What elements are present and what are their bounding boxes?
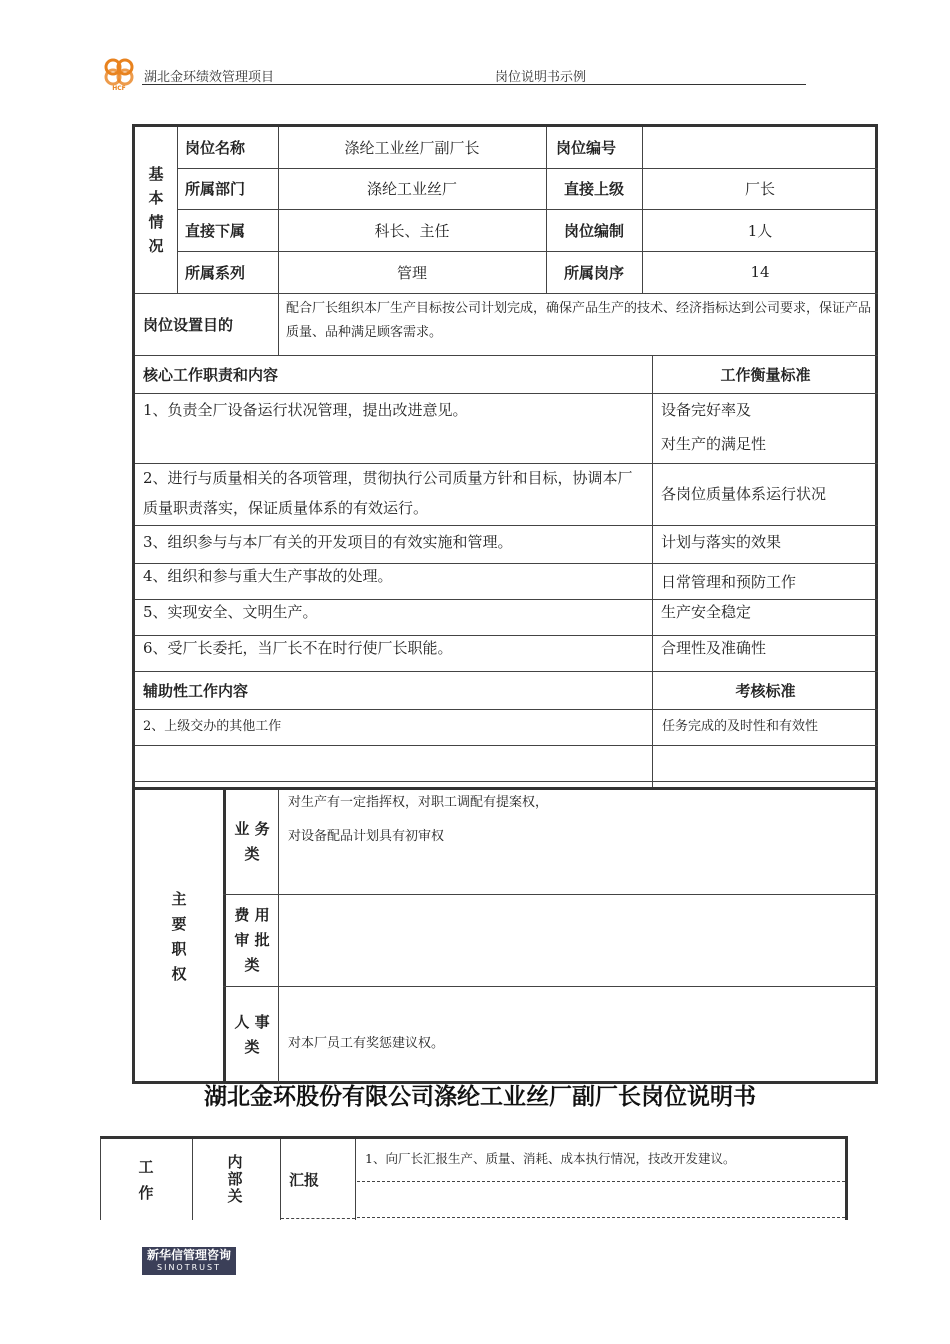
document-title: 湖北金环股份有限公司涤纶工业丝厂副厂长岗位说明书: [204, 1084, 756, 1110]
hcf-logo: [100, 55, 138, 91]
label-headcount: 岗位编制: [563, 221, 624, 240]
value-direct-subordinates: 科长、主任: [374, 221, 450, 240]
basic-section-label: 基 本 情 况: [148, 165, 164, 255]
header-rule: [142, 84, 806, 85]
sinotrust-logo: [142, 1247, 236, 1275]
divider: [177, 127, 178, 293]
powers-expense-label: 费 用 审 批 类: [234, 905, 270, 974]
sinotrust-logo-en: SINOTRUST: [157, 1263, 221, 1272]
value-rank: 14: [750, 263, 770, 281]
relations-col-report: 汇报: [289, 1171, 320, 1189]
divider: [280, 1139, 281, 1220]
value-position-name: 涤纶工业丝厂副厂长: [344, 139, 480, 157]
powers-section-label: 主 要 职 权: [171, 890, 187, 983]
core-std-1: 设备完好率及 对生产的满足性: [661, 401, 767, 453]
relations-report-line-1: 1、向厂长汇报生产、质量、消耗、成本执行情况，技改开发建议。: [365, 1151, 736, 1166]
label-series: 所属系列: [185, 263, 246, 282]
aux-content-1: 2、上级交办的其他工作: [143, 719, 282, 734]
header-company-project: 湖北金环绩效管理项目: [144, 70, 275, 85]
aux-content-2: [143, 745, 651, 781]
powers-personnel-label: 人 事 类: [234, 1013, 270, 1056]
core-duty-5: 5、实现安全、文明生产。: [143, 603, 318, 621]
core-duty-1: 1、负责全厂设备运行状况管理，提出改进意见。: [143, 401, 468, 419]
svg-text:HCF: HCF: [112, 85, 126, 91]
label-position-code: 岗位编号: [556, 139, 617, 157]
dashed-divider: [357, 1217, 845, 1218]
dashed-divider: [357, 1181, 845, 1182]
powers-business-text: 对生产有一定指挥权，对职工调配有提案权， 对设备配品计划具有初审权: [288, 795, 549, 844]
divider: [355, 1139, 356, 1220]
purpose-label: 岗位设置目的: [143, 315, 234, 334]
relations-col-internal: 内 部 关: [227, 1153, 243, 1205]
purpose-text: 配合厂长组织本厂生产目标按公司计划完成，确保产品生产的技术、经济指标达到公司要求，保证产品质量、品种满足顾客需求。: [286, 301, 872, 340]
relations-table: [100, 1136, 848, 1220]
powers-business-label: 业 务 类: [234, 820, 270, 863]
label-direct-subordinates: 直接下属: [185, 221, 246, 240]
core-header-standard: 工作衡量标准: [720, 365, 811, 384]
value-position-code: [642, 127, 878, 168]
core-std-5: 生产安全稳定: [661, 603, 752, 621]
aux-std-2: [662, 745, 878, 781]
divider: [135, 781, 878, 782]
powers-expense-text: [288, 894, 876, 986]
divider: [278, 790, 279, 1084]
label-direct-superior: 直接上级: [563, 180, 624, 198]
label-position-name: 岗位名称: [185, 139, 246, 157]
job-description-form: [132, 124, 878, 1084]
core-duty-4: 4、组织和参与重大生产事故的处理。: [143, 567, 393, 585]
aux-std-1: 任务完成的及时性和有效性: [662, 719, 819, 734]
label-rank: 所属岗序: [563, 263, 624, 282]
divider: [223, 986, 878, 987]
core-duty-3: 3、组织参与与本厂有关的开发项目的有效实施和管理。: [143, 533, 513, 551]
aux-header-content: 辅助性工作内容: [143, 681, 249, 700]
value-headcount: 1人: [747, 221, 773, 240]
divider: [281, 1218, 355, 1219]
sinotrust-logo-cn: 新华信管理咨询: [146, 1248, 231, 1262]
relations-col-work: 工 作: [138, 1157, 154, 1202]
core-std-2: 各岗位质量体系运行状况: [661, 485, 827, 503]
powers-personnel-text: 对本厂员工有奖惩建议权。: [288, 1036, 445, 1051]
value-department: 涤纶工业丝厂: [366, 180, 457, 198]
core-duty-6: 6、受厂长委托，当厂长不在时行使厂长职能。: [143, 639, 453, 657]
value-series: 管理: [396, 263, 427, 282]
core-std-6: 合理性及准确性: [661, 639, 767, 657]
value-direct-superior: 厂长: [744, 180, 775, 198]
core-std-3: 计划与落实的效果: [661, 533, 782, 551]
core-duty-2: 2、进行与质量相关的各项管理，贯彻执行公司质量方针和目标，协调本厂质量职责落实，保证质量体系的有效运行。: [143, 469, 633, 517]
core-header-duty: 核心工作职责和内容: [143, 365, 279, 384]
label-department: 所属部门: [185, 180, 246, 198]
header-doc-type: 岗位说明书示例: [495, 70, 587, 85]
aux-header-standard: 考核标准: [735, 681, 796, 700]
core-std-4: 日常管理和预防工作: [661, 573, 797, 591]
